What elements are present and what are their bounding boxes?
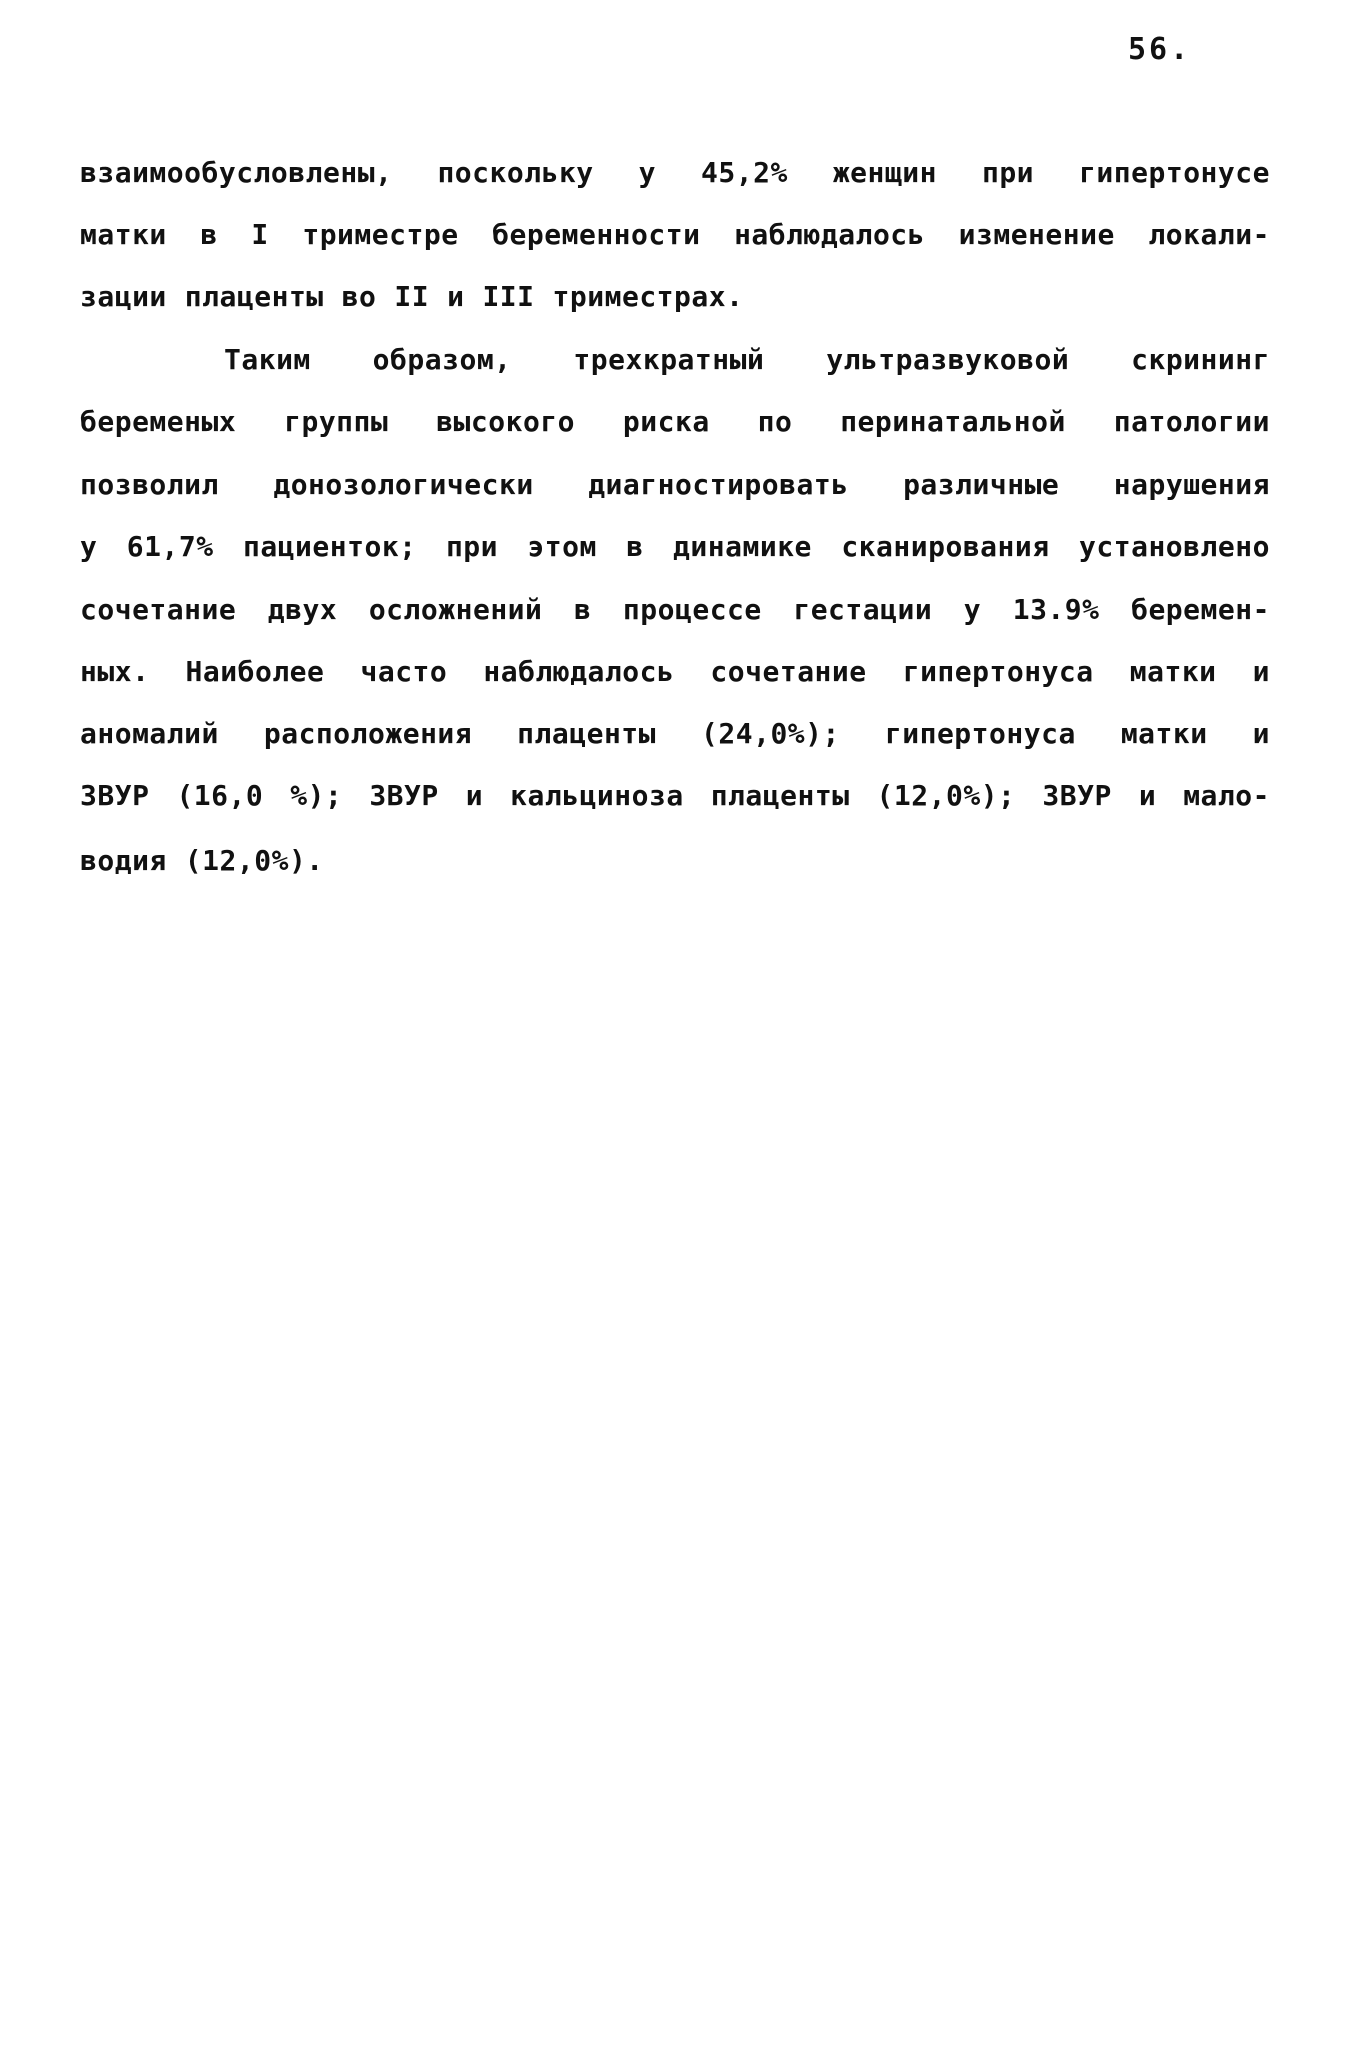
word: беременности bbox=[492, 217, 701, 251]
word: Наиболее bbox=[185, 654, 325, 688]
text-line bbox=[80, 840, 1270, 880]
text-line bbox=[80, 214, 1270, 254]
word: III bbox=[482, 279, 535, 313]
word: в bbox=[200, 217, 218, 251]
word: и bbox=[465, 778, 484, 812]
word: ЗВУР bbox=[80, 778, 150, 812]
word: беременых bbox=[80, 404, 237, 438]
word: II bbox=[394, 279, 430, 313]
word: патологии bbox=[1113, 404, 1270, 438]
word: и bbox=[1252, 654, 1270, 688]
word: динамике bbox=[673, 529, 812, 563]
word: позволил bbox=[80, 467, 219, 501]
word: у bbox=[963, 592, 982, 626]
word: (12,0%). bbox=[184, 843, 324, 877]
word: ных. bbox=[80, 654, 150, 688]
word: 45,2% bbox=[701, 155, 788, 189]
word: наблюдалось bbox=[483, 654, 675, 688]
word: риска bbox=[622, 404, 710, 438]
word: сочетание bbox=[710, 654, 867, 688]
word: (12,0%); bbox=[876, 778, 1016, 812]
word: триместре bbox=[302, 217, 459, 251]
word: взаимообусловлены, bbox=[80, 155, 393, 189]
text-line bbox=[80, 276, 1270, 316]
word: зации bbox=[80, 279, 167, 313]
word: установлено bbox=[1079, 529, 1270, 563]
word: осложнений bbox=[368, 592, 543, 626]
word: группы bbox=[284, 404, 389, 438]
word: диагностировать bbox=[588, 467, 849, 501]
word: ультразвуковой bbox=[826, 342, 1070, 376]
word: %); bbox=[290, 778, 343, 812]
word: нарушения bbox=[1113, 467, 1270, 501]
word: матки bbox=[1120, 716, 1208, 750]
word: сочетание bbox=[80, 592, 237, 626]
word: ЗВУР bbox=[369, 778, 439, 812]
word: трехкратный bbox=[573, 342, 765, 376]
word: Таким bbox=[224, 342, 311, 376]
word: локали- bbox=[1148, 217, 1270, 251]
word: (24,0%); bbox=[701, 716, 840, 750]
word: и bbox=[1252, 716, 1270, 750]
text-line bbox=[80, 775, 1270, 815]
word: и bbox=[447, 279, 465, 313]
word: аномалий bbox=[80, 716, 219, 750]
word: триместрах. bbox=[552, 279, 744, 313]
word: при bbox=[981, 155, 1035, 189]
word: у bbox=[638, 155, 657, 189]
word: гестации bbox=[793, 592, 933, 626]
word: и bbox=[1138, 778, 1157, 812]
word: сканирования bbox=[841, 529, 1050, 563]
text-line bbox=[80, 713, 1270, 753]
word: плаценты bbox=[710, 778, 850, 812]
word: беремен- bbox=[1131, 592, 1270, 626]
word: матки bbox=[80, 217, 167, 251]
text-line bbox=[80, 401, 1270, 441]
word: процессе bbox=[622, 592, 762, 626]
word: I bbox=[251, 217, 269, 251]
word: наблюдалось bbox=[734, 217, 926, 251]
word: расположения bbox=[263, 716, 473, 750]
word: донозологически bbox=[273, 467, 534, 501]
text-line bbox=[224, 339, 1270, 379]
text-line bbox=[80, 651, 1270, 691]
text-line bbox=[80, 589, 1270, 629]
page-number: 56. bbox=[1128, 32, 1192, 67]
word: (16,0 bbox=[176, 778, 264, 812]
word: двух bbox=[267, 592, 338, 626]
word: гипертонусе bbox=[1079, 155, 1270, 189]
word: изменение bbox=[958, 217, 1115, 251]
text-line bbox=[80, 526, 1270, 566]
word: при bbox=[445, 529, 499, 563]
word: в bbox=[626, 529, 644, 563]
word: плаценты bbox=[517, 716, 657, 750]
word: поскольку bbox=[437, 155, 594, 189]
word: матки bbox=[1129, 654, 1217, 688]
word: образом, bbox=[372, 342, 512, 376]
word: 61,7% bbox=[126, 529, 214, 563]
text-line bbox=[80, 152, 1270, 192]
word: высокого bbox=[436, 404, 576, 438]
word: водия bbox=[80, 843, 167, 877]
word: мало- bbox=[1183, 778, 1270, 812]
word: гипертонуса bbox=[884, 716, 1076, 750]
word: ЗВУР bbox=[1042, 778, 1112, 812]
word: различные bbox=[903, 467, 1060, 501]
word: во bbox=[341, 279, 377, 313]
word: гипертонуса bbox=[902, 654, 1094, 688]
word: скрининг bbox=[1131, 342, 1270, 376]
word: женщин bbox=[832, 155, 937, 189]
word: перинатальной bbox=[840, 404, 1066, 438]
word: 13.9% bbox=[1012, 592, 1100, 626]
word: в bbox=[573, 592, 592, 626]
word: у bbox=[80, 529, 98, 563]
word: пациенток; bbox=[242, 529, 417, 563]
word: этом bbox=[527, 529, 597, 563]
word: кальциноза bbox=[510, 778, 684, 812]
word: плаценты bbox=[184, 279, 324, 313]
word: по bbox=[757, 404, 793, 438]
word: часто bbox=[360, 654, 448, 688]
text-line bbox=[80, 464, 1270, 504]
